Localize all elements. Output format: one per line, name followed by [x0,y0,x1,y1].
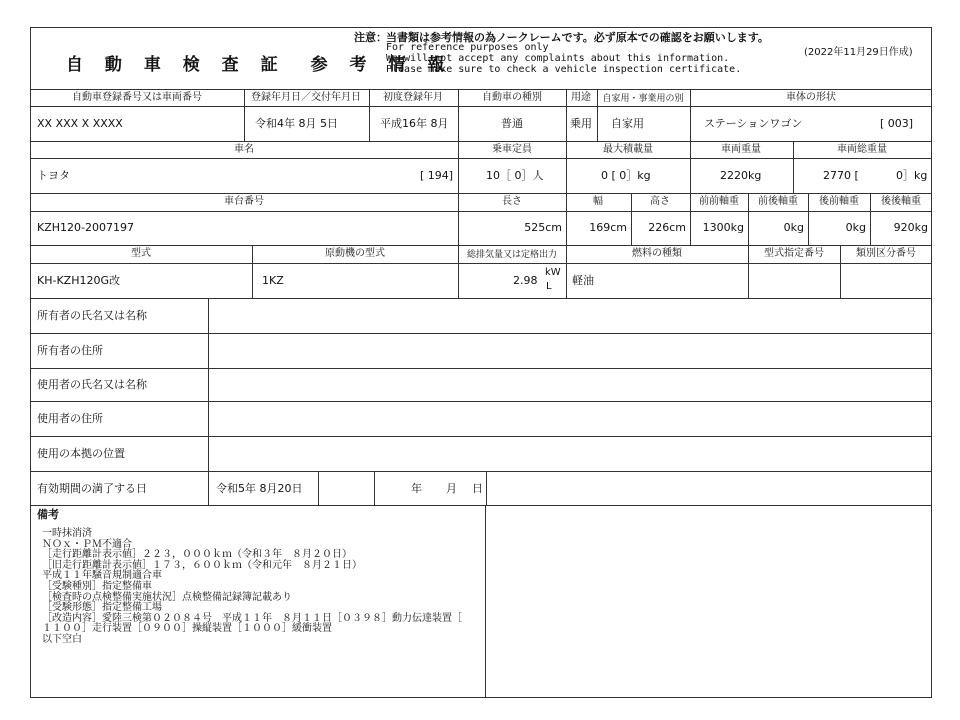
value-displacement: 2.98 [513,274,538,287]
remarks-line: 以下空白 [42,633,82,645]
header-rear-rear-axle: 後後軸重 [881,196,921,207]
header-registration-number: 自動車登録番号又は車両番号 [72,92,202,103]
rule [30,193,932,194]
value-first-registration: 平成16年 8月 [380,117,449,130]
label-base-location: 使用の本拠の位置 [37,447,125,460]
header-displacement: 総排気量又は定格出力 [466,250,558,260]
label-owner-address: 所有者の住所 [37,344,103,357]
remarks-line: １１００］走行装置［０９００］操縦装置［１０００］緩衝装置 [42,623,332,635]
value-engine-model: 1KZ [262,274,284,287]
header-front-rear-axle: 前後軸重 [758,196,798,207]
rule [690,89,691,141]
value-displacement-unit-kw: kW [545,267,561,278]
rule [690,193,691,245]
header-length: 長さ [502,196,522,207]
rule [458,245,459,298]
header-vehicle-kind: 自動車の種別 [482,92,542,103]
rule [30,505,932,506]
rule [30,471,932,472]
rule [252,245,253,298]
rule [458,141,459,193]
rule [30,436,932,437]
notice-japanese: 当書類は参考情報の為ノークレームです。必ず原本での確認をお願いします。 [386,31,769,44]
remarks-line: ＮＯｘ・ＰＭ不適合 [42,538,132,550]
rule [690,141,691,193]
rule [30,298,932,299]
notice-english-3: Please make sure to check a vehicle inspection certificate. [386,64,742,75]
expiry-year-label: 年 [411,482,422,495]
value-front-front-axle: 1300kg [702,221,744,234]
header-max-load: 最大積載量 [603,144,653,155]
expiry-month-label: 月 [446,482,457,495]
header-height: 高さ [650,196,670,207]
rule [30,245,932,246]
created-date: (2022年11月29日作成) [804,47,913,58]
header-car-name: 車名 [234,144,254,155]
value-height: 226cm [648,221,686,234]
header-use: 用途 [571,92,591,103]
notice-label: 注意： [354,31,387,44]
label-user-address: 使用者の住所 [37,412,103,425]
value-rear-front-axle: 0kg [845,221,866,234]
label-expiry-date: 有効期間の満了する日 [37,482,147,495]
rule [458,193,459,245]
rule [631,193,632,245]
header-registration-date: 登録年月日／交付年月日 [251,92,361,103]
value-width: 169cm [589,221,627,234]
value-displacement-unit-l: L [546,281,552,292]
rule [30,106,932,107]
value-expiry-date: 令和5年 8月20日 [216,482,303,495]
rule [458,89,459,141]
header-first-registration: 初度登録年月 [383,92,443,103]
header-rear-front-axle: 後前軸重 [819,196,859,207]
header-width: 幅 [593,196,603,207]
label-owner-name: 所有者の氏名又は名称 [37,309,147,322]
remarks-line: ［旧走行距離計表示値］１７３，６００ｋｍ（令和元年 ８月２１日） [42,559,362,571]
remarks-line: 一時抹消済 [42,528,92,539]
rule [30,141,932,142]
rule [30,263,932,264]
value-registration-date: 令和4年 8月 5日 [255,117,338,130]
value-rear-rear-axle: 920kg [893,221,928,234]
notice-english-2: We will not accept any complaints about this information. [386,53,730,64]
rule [208,298,209,471]
header-vehicle-weight: 車両重量 [721,144,761,155]
value-private-business: 自家用 [611,117,644,130]
rule [793,141,794,193]
document-title: 自 動 車 検 査 証 参 考 情 報 [66,55,453,75]
rule [566,141,567,193]
rule [30,89,932,90]
remarks-line: ［改造内容］愛陸三検第０２０８４号 平成１１年 ８月１１日［０３９８］動力伝達装置［ [42,612,462,624]
value-car-name: トヨタ [37,169,70,182]
value-gross-weight-unit: 0］kg [896,169,928,182]
rule [369,89,370,141]
remarks-line: ［走行距離計表示値］２２３，０００ｋｍ（令和３年 ８月２０日） [42,549,352,561]
header-type-designation-number: 型式指定番号 [764,248,824,259]
value-registration-number: XX XXX X XXXX [37,117,123,130]
rule [30,333,932,334]
header-private-business: 自家用・事業用の別 [602,94,684,104]
value-vehicle-weight: 2220kg [720,169,762,182]
rule [374,471,375,505]
value-body-shape: ステーションワゴン [704,117,803,130]
header-front-front-axle: 前前軸重 [699,196,739,207]
rule [566,193,567,245]
remarks-line: ［検査時の点検整備実施状況］点検整備記録簿記載あり [42,591,292,603]
value-gross-weight: 2770 [ [823,169,859,182]
rule [30,401,932,402]
value-use: 乗用 [570,117,592,130]
value-fuel-type: 軽油 [572,274,594,287]
rule [566,89,567,141]
value-model: KH-KZH120G改 [37,274,120,287]
value-capacity: 10［ 0］人 [486,169,544,182]
rule [808,193,809,245]
rule [208,471,209,505]
remarks-lines [42,529,462,646]
label-user-name: 使用者の氏名又は名称 [37,378,147,391]
header-model: 型式 [131,248,151,259]
rule [840,245,841,298]
value-max-load: 0 [ 0］kg [601,169,651,182]
rule [597,89,598,141]
value-chassis-number: KZH120-2007197 [37,221,134,234]
remarks-line: 平成１１年騒音規制適合車 [42,570,162,582]
rule [244,89,245,141]
header-fuel-type: 燃料の種類 [632,248,682,259]
rule [748,245,749,298]
rule [870,193,871,245]
header-chassis-number: 車台番号 [224,196,264,207]
rule [30,158,932,159]
rule [486,471,487,505]
header-gross-weight: 車両総重量 [837,144,887,155]
rule [566,245,567,298]
remarks-line: ［受験種別］指定整備車 [42,580,152,592]
notice-english-1: For reference purposes only [386,42,549,53]
header-capacity: 乗車定員 [492,144,532,155]
remarks-label: 備考 [37,508,59,521]
rule [485,505,486,698]
header-engine-model: 原動機の型式 [325,248,385,259]
rule [748,193,749,245]
remarks-line: ［受験形態］指定整備工場 [42,602,162,614]
header-class-number: 類別区分番号 [856,248,916,259]
rule [30,211,932,212]
expiry-day-label: 日 [472,482,483,495]
header-body-shape: 車体の形状 [786,92,836,103]
value-body-code: [ 003] [880,117,914,130]
rule [30,368,932,369]
value-length: 525cm [524,221,562,234]
value-car-code: [ 194] [420,169,454,182]
value-vehicle-kind: 普通 [501,117,523,130]
value-front-rear-axle: 0kg [783,221,804,234]
rule [318,471,319,505]
